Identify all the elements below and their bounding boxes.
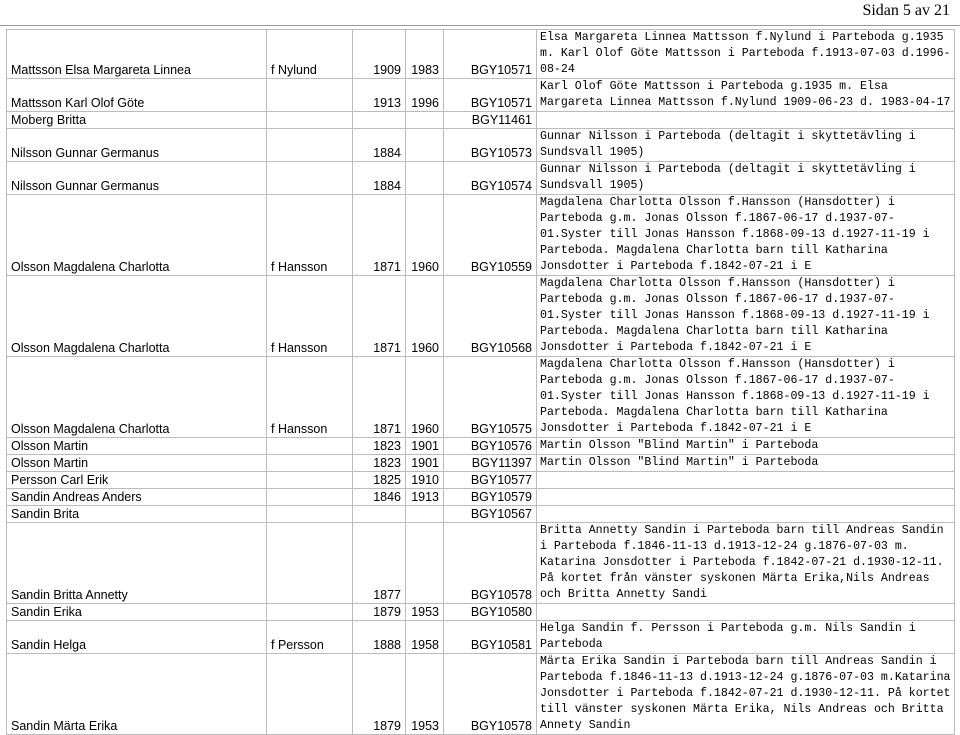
birth-year: 1877	[353, 523, 406, 604]
person-name: Nilsson Gunnar Germanus	[7, 162, 267, 195]
maiden-name	[267, 523, 353, 604]
record-note: Gunnar Nilsson i Parteboda (deltagit i skyttetävling i Sundsvall 1905)	[537, 162, 955, 195]
record-note: Martin Olsson "Blind Martin" i Parteboda	[537, 438, 955, 455]
record-id: BGY10575	[444, 357, 537, 438]
birth-year: 1879	[353, 654, 406, 735]
record-note	[537, 112, 955, 129]
table-row	[7, 357, 955, 438]
maiden-name	[267, 438, 353, 455]
maiden-name	[267, 455, 353, 472]
maiden-name	[267, 654, 353, 735]
death-year: 1953	[406, 604, 444, 621]
table-row	[7, 276, 955, 357]
record-id: BGY10580	[444, 604, 537, 621]
person-name: Sandin Britta Annetty	[7, 523, 267, 604]
page-number: Sidan 5 av 21	[862, 2, 950, 19]
table-row	[7, 654, 955, 735]
person-name: Mattsson Karl Olof Göte	[7, 79, 267, 112]
maiden-name	[267, 506, 353, 523]
record-note: Magdalena Charlotta Olsson f.Hansson (Hansdotter) i Parteboda g.m. Jonas Olsson f.1867-06-17 d.1937-07-01.Syster till Jonas Hansson f.1868-09-13 d.1927-11-19 i Parteboda. Magdalena Charlotta barn till Katharina Jonsdotter i Parteboda f.1842-07-21 i E	[537, 195, 955, 276]
death-year: 1901	[406, 438, 444, 455]
table-row	[7, 195, 955, 276]
record-note: Gunnar Nilsson i Parteboda (deltagit i skyttetävling i Sundsvall 1905)	[537, 129, 955, 162]
record-note: Magdalena Charlotta Olsson f.Hansson (Hansdotter) i Parteboda g.m. Jonas Olsson f.1867-06-17 d.1937-07-01.Syster till Jonas Hansson f.1868-09-13 d.1927-11-19 i Parteboda. Magdalena Charlotta barn till Katharina Jonsdotter i Parteboda f.1842-07-21 i E	[537, 276, 955, 357]
record-id: BGY10576	[444, 438, 537, 455]
table-row	[7, 438, 955, 455]
table-row	[7, 621, 955, 654]
record-id: BGY10571	[444, 30, 537, 79]
death-year: 1983	[406, 30, 444, 79]
register-body	[7, 30, 955, 735]
record-id: BGY10579	[444, 489, 537, 506]
maiden-name: f Nylund	[267, 30, 353, 79]
table-row	[7, 523, 955, 604]
person-name: Olsson Magdalena Charlotta	[7, 195, 267, 276]
record-note: Helga Sandin f. Persson i Parteboda g.m. Nils Sandin i Parteboda	[537, 621, 955, 654]
record-note: Märta Erika Sandin i Parteboda barn till Andreas Sandin i Parteboda f.1846-11-13 d.1913-12-24 g.1876-07-03 m.Katarina Jonsdotter i Parteboda f.1842-07-21 d.1930-12-11. På kortet till vänster syskonen Märta Erika, Nils Andreas och Britta Annety Sandin	[537, 654, 955, 735]
death-year	[406, 506, 444, 523]
maiden-name: f Hansson	[267, 195, 353, 276]
person-name: Sandin Helga	[7, 621, 267, 654]
birth-year: 1825	[353, 472, 406, 489]
birth-year: 1823	[353, 438, 406, 455]
death-year	[406, 112, 444, 129]
birth-year: 1888	[353, 621, 406, 654]
death-year: 1913	[406, 489, 444, 506]
record-id: BGY11461	[444, 112, 537, 129]
death-year: 1960	[406, 357, 444, 438]
person-name: Olsson Magdalena Charlotta	[7, 276, 267, 357]
death-year: 1960	[406, 276, 444, 357]
death-year: 1958	[406, 621, 444, 654]
record-id: BGY10581	[444, 621, 537, 654]
person-name: Persson Carl Erik	[7, 472, 267, 489]
record-id: BGY10574	[444, 162, 537, 195]
person-name: Moberg Britta	[7, 112, 267, 129]
maiden-name	[267, 79, 353, 112]
maiden-name	[267, 112, 353, 129]
maiden-name	[267, 162, 353, 195]
table-row	[7, 506, 955, 523]
maiden-name	[267, 472, 353, 489]
record-id: BGY10573	[444, 129, 537, 162]
table-row	[7, 129, 955, 162]
table-row	[7, 472, 955, 489]
birth-year: 1884	[353, 129, 406, 162]
register-table	[6, 29, 955, 735]
table-row	[7, 604, 955, 621]
birth-year: 1909	[353, 30, 406, 79]
death-year: 1960	[406, 195, 444, 276]
birth-year: 1879	[353, 604, 406, 621]
record-id: BGY10559	[444, 195, 537, 276]
birth-year: 1871	[353, 195, 406, 276]
birth-year: 1871	[353, 276, 406, 357]
person-name: Olsson Martin	[7, 455, 267, 472]
death-year: 1996	[406, 79, 444, 112]
death-year: 1901	[406, 455, 444, 472]
birth-year: 1846	[353, 489, 406, 506]
death-year	[406, 162, 444, 195]
person-name: Sandin Andreas Anders	[7, 489, 267, 506]
maiden-name: f Hansson	[267, 276, 353, 357]
table-row	[7, 30, 955, 79]
record-id: BGY10568	[444, 276, 537, 357]
record-note	[537, 472, 955, 489]
table-row	[7, 455, 955, 472]
maiden-name: f Persson	[267, 621, 353, 654]
record-id: BGY10577	[444, 472, 537, 489]
record-id: BGY10567	[444, 506, 537, 523]
record-note: Martin Olsson "Blind Martin" i Parteboda	[537, 455, 955, 472]
birth-year: 1823	[353, 455, 406, 472]
birth-year: 1871	[353, 357, 406, 438]
birth-year	[353, 506, 406, 523]
record-id: BGY10578	[444, 523, 537, 604]
record-note: Britta Annetty Sandin i Parteboda barn till Andreas Sandin i Parteboda f.1846-11-13 d.1913-12-24 g.1876-07-03 m. Katarina Jonsdotter i Parteboda f.1842-07-21 d.1930-12-11. På kortet från vänster syskonen Märta Erika,Nils Andreas och Britta Annetty Sandi	[537, 523, 955, 604]
record-id: BGY11397	[444, 455, 537, 472]
maiden-name	[267, 129, 353, 162]
birth-year	[353, 112, 406, 129]
birth-year: 1913	[353, 79, 406, 112]
record-note: Elsa Margareta Linnea Mattsson f.Nylund i Parteboda g.1935 m. Karl Olof Göte Mattsson i Parteboda f.1913-07-03 d.1996-08-24	[537, 30, 955, 79]
table-row	[7, 489, 955, 506]
record-note	[537, 489, 955, 506]
record-note	[537, 506, 955, 523]
record-note: Karl Olof Göte Mattsson i Parteboda g.1935 m. Elsa Margareta Linnea Mattsson f.Nylund 1909-06-23 d. 1983-04-17	[537, 79, 955, 112]
person-name: Sandin Erika	[7, 604, 267, 621]
death-year	[406, 129, 444, 162]
record-note	[537, 604, 955, 621]
maiden-name: f Hansson	[267, 357, 353, 438]
person-name: Sandin Brita	[7, 506, 267, 523]
person-name: Sandin Märta Erika	[7, 654, 267, 735]
death-year: 1953	[406, 654, 444, 735]
death-year: 1910	[406, 472, 444, 489]
person-name: Olsson Martin	[7, 438, 267, 455]
table-row	[7, 162, 955, 195]
birth-year: 1884	[353, 162, 406, 195]
person-name: Mattsson Elsa Margareta Linnea	[7, 30, 267, 79]
page-header	[0, 0, 960, 26]
maiden-name	[267, 604, 353, 621]
record-id: BGY10571	[444, 79, 537, 112]
death-year	[406, 523, 444, 604]
person-name: Nilsson Gunnar Germanus	[7, 129, 267, 162]
table-row	[7, 112, 955, 129]
record-note: Magdalena Charlotta Olsson f.Hansson (Hansdotter) i Parteboda g.m. Jonas Olsson f.1867-06-17 d.1937-07-01.Syster till Jonas Hansson f.1868-09-13 d.1927-11-19 i Parteboda. Magdalena Charlotta barn till Katharina Jonsdotter i Parteboda f.1842-07-21 i E	[537, 357, 955, 438]
maiden-name	[267, 489, 353, 506]
table-row	[7, 79, 955, 112]
person-name: Olsson Magdalena Charlotta	[7, 357, 267, 438]
record-id: BGY10578	[444, 654, 537, 735]
